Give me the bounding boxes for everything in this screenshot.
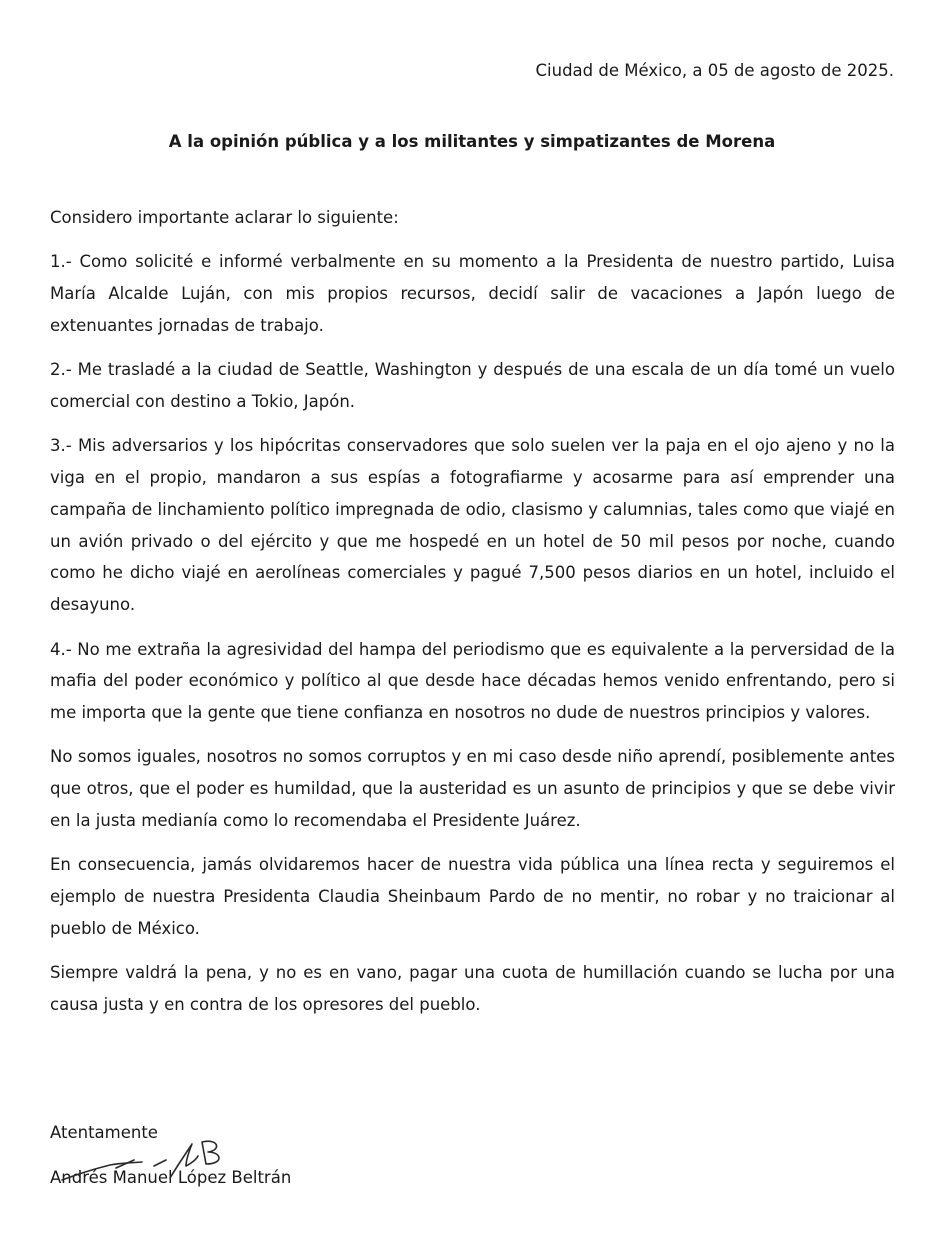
paragraph-intro: Considero importante aclarar lo siguiente: bbox=[50, 208, 399, 227]
paragraph-point-2: 2.- Me trasladé a la ciudad de Seattle, Washington y después de una escala de un día tomé un vuelo comercial con destino a Tokio, Japón. bbox=[50, 360, 895, 411]
date-line: Ciudad de México, a 05 de agosto de 2025. bbox=[535, 61, 894, 80]
paragraph-point-3: 3.- Mis adversarios y los hipócritas conservadores que solo suelen ver la paja en el ojo ajeno y no la viga en el propio, mandaron a sus espías a fotografiarme y acosarme para así emprender una campaña de linchamiento político impregnada de odio, clasismo y calumnias, tales como que viajé en un avión privado o del ejército y que me hospedé en un hotel de 50 mil pesos por noche, cuando como he dicho viajé en aerolíneas comerciales y pagué 7,500 pesos diarios en un hotel, incluido el desayuno. bbox=[50, 436, 895, 615]
paragraph-point-4: 4.- No me extraña la agresividad del hampa del periodismo que es equivalente a la perversidad de la mafia del poder económico y político al que desde hace décadas hemos venido enfrentando, pero si me importa que la gente que tiene confianza en nosotros no dude de nuestros principios y valores. bbox=[50, 639, 895, 723]
closing-text: Atentamente bbox=[50, 1123, 158, 1142]
paragraph-siempre: Siempre valdrá la pena, y no es en vano, pagar una cuota de humillación cuando se lucha por una causa justa y en contra de los opresores del pueblo. bbox=[50, 963, 895, 1015]
paragraph-consecuencia: En consecuencia, jamás olvidaremos hacer de nuestra vida pública una línea recta y seguiremos el ejemplo de nuestra Presidenta Claudia Sheinbaum Pardo de no mentir, no robar y no traicionar al pueblo de México. bbox=[50, 855, 895, 938]
letter-title: A la opinión pública y a los militantes y simpatizantes de Morena bbox=[168, 132, 776, 151]
paragraph-no-somos-iguales: No somos iguales, nosotros no somos corruptos y en mi caso desde niño aprendí, posiblemente antes que otros, que el poder es humildad, que la austeridad es un asunto de principios y que se debe vivir en la justa medianía como lo recomendaba el Presidente Juárez. bbox=[50, 747, 895, 831]
signer-name: Andrés Manuel López Beltrán bbox=[50, 1168, 292, 1187]
letter-body bbox=[50, 202, 895, 1033]
handwritten-signature bbox=[60, 1136, 240, 1186]
paragraph-point-1: 1.- Como solicité e informé verbalmente en su momento a la Presidenta de nuestro partido, Luisa María Alcalde Luján, con mis propios recursos, decidí salir de vacaciones a Japón luego de extenuantes jornadas de trabajo. bbox=[50, 252, 895, 335]
